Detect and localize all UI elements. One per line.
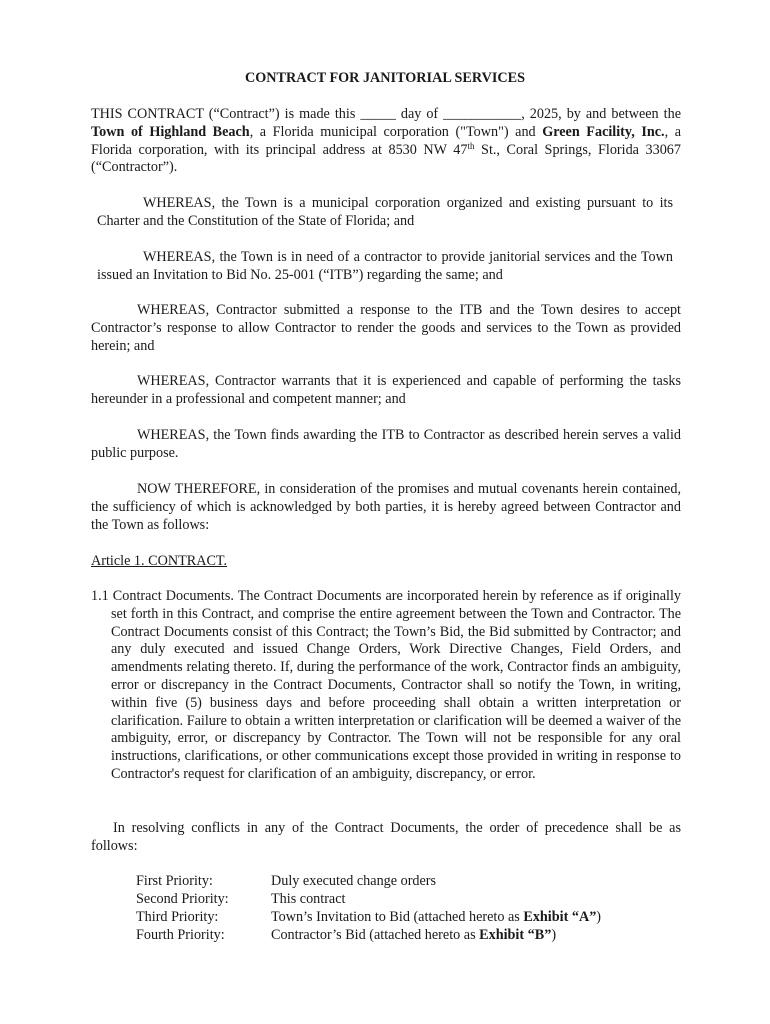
priority-row xyxy=(136,909,681,927)
priority-row xyxy=(136,873,681,891)
contract-title: CONTRACT FOR JANITORIAL SERVICES xyxy=(244,70,526,86)
town-name: Town of Highland Beach xyxy=(91,123,250,140)
priority-value: Duly executed change orders xyxy=(271,873,437,889)
priority-label: First Priority: xyxy=(136,873,213,889)
priority-label: Fourth Priority: xyxy=(136,927,225,943)
contractor-name: Green Facility, Inc. xyxy=(542,123,665,140)
whereas-paragraph-2: WHEREAS, the Town is in need of a contractor to provide janitorial services and the Town issued an Invitation to Bid No. 25-001 (“ITB”) regarding the same; and xyxy=(97,249,673,283)
precedence-intro: In resolving conflicts in any of the Contract Documents, the order of precedence shall be as follows: xyxy=(91,820,681,854)
exhibit-b-label: Exhibit “B” xyxy=(479,927,552,943)
intro-paragraph xyxy=(91,106,681,177)
article-1-heading: Article 1. CONTRACT. xyxy=(91,553,228,569)
whereas-paragraph-5: WHEREAS, the Town finds awarding the ITB to Contractor as described herein serves a valid public purpose. xyxy=(91,427,681,461)
priority-label: Third Priority: xyxy=(136,909,219,925)
intro-superscript: th xyxy=(467,140,475,151)
intro-text-4: St., Coral Springs, Florida 33067 (“Contractor”). xyxy=(91,141,681,176)
intro-text-3: , a Florida corporation, with its principal address at 8530 NW 47 xyxy=(91,123,681,158)
now-therefore-paragraph: NOW THEREFORE, in consideration of the promises and mutual covenants herein contained, the sufficiency of which is acknowledged by both parties, it is hereby agreed between Contractor and the Town as follows: xyxy=(91,481,681,533)
priority-row xyxy=(136,927,681,945)
exhibit-a-label: Exhibit “A” xyxy=(523,909,597,925)
whereas-paragraph-1: WHEREAS, the Town is a municipal corporation organized and existing pursuant to its Charter and the Constitution of the State of Florida; and xyxy=(97,195,673,229)
priority-value: This contract xyxy=(271,891,346,907)
whereas-paragraph-4: WHEREAS, Contractor warrants that it is experienced and capable of performing the tasks hereunder in a professional and competent manner; and xyxy=(91,373,681,407)
whereas-paragraph-3: WHEREAS, Contractor submitted a response to the ITB and the Town desires to accept Contractor’s response to allow Contractor to render the goods and services to the Town as provided herein; and xyxy=(91,302,681,354)
priority-value: Town’s Invitation to Bid (attached hereto as Exhibit “A”) xyxy=(271,909,602,925)
intro-text-2: , a Florida municipal corporation ("Town") and xyxy=(249,123,543,140)
section-1-1: 1.1 Contract Documents. The Contract Documents are incorporated herein by reference as if originally set forth in this Contract, and comprise the entire agreement between the Town and Contractor. The Contract Documents consist of this Contract; the Town’s Bid, the Bid submitted by Contractor; and any duly executed and issued Change Orders, Work Directive Changes, Field Orders, and amendments relating thereto. If, during the performance of the work, Contractor finds an ambiguity, error or discrepancy in the Contract Documents, Contractor shall so notify the Town, in writing, within five (5) business days and before proceeding shall obtain a written interpretation or clarification. Failure to obtain a written interpretation or clarification will be deemed a waiver of the ambiguity, error, or discrepancy by Contractor. The Town will not be responsible for any oral instructions, clarifications, or other communications except those provided in writing in response to Contractor's request for clarification of an ambiguity, discrepancy, or error. xyxy=(91,588,681,782)
priority-value: Contractor’s Bid (attached hereto as Exhibit “B”) xyxy=(271,927,557,943)
priority-label: Second Priority: xyxy=(136,891,229,907)
intro-text-1: THIS CONTRACT (“Contract”) is made this _____ day of ___________, 2025, by and between the xyxy=(91,106,681,122)
priority-row xyxy=(136,891,681,909)
